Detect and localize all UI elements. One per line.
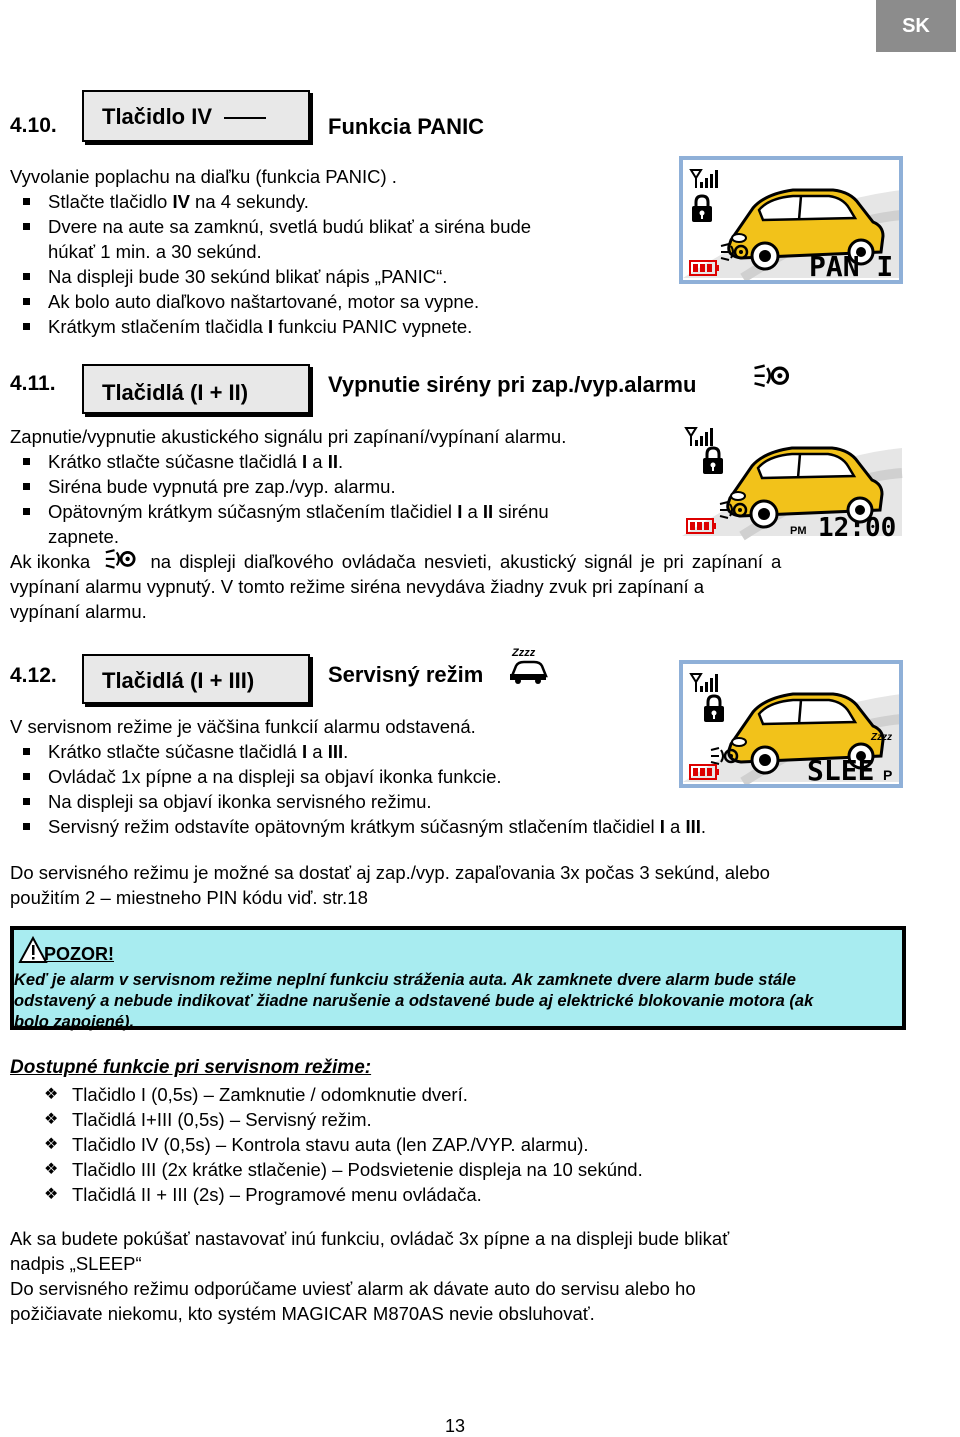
siren-icon [752, 362, 790, 392]
paragraph-line: Ak ikonka na displeji diaľkového ovládača nesvieti, akustický signál je pri zapínaní a [10, 548, 900, 574]
diamond-bullet-icon: ❖ [44, 1186, 59, 1203]
svg-text:P: P [883, 767, 893, 783]
sleep-car-icon [508, 644, 548, 686]
intro-text: Vyvolanie poplachu na diaľku (funkcia PANIC) . [10, 166, 397, 187]
button-label-box [82, 364, 310, 414]
page-number: 13 [444, 1416, 466, 1436]
section-title: Servisný režim [328, 662, 484, 687]
intro-text: Zapnutie/vypnutie akustického signálu pri zapínaní/vypínaní alarmu. [10, 426, 567, 447]
list-item: ❖ Tlačidlo IV (0,5s) – Kontrola stavu auta (len ZAP./VYP. alarmu). [44, 1134, 589, 1155]
list-item: ❖ Tlačidlo III (2x krátke stlačenie) – Podsvietenie displeja na 10 sekúnd. [44, 1159, 643, 1180]
paragraph-line: Do servisného režimu odporúčame uviesť alarm ak dávate auto do servisu alebo ho [10, 1278, 696, 1299]
list-item: Siréna bude vypnutá pre zap./vyp. alarmu. [10, 474, 670, 499]
list-item: Ovládač 1x pípne a na displeji sa objaví ikonka funkcie. [10, 764, 910, 789]
paragraph-line: vypínaní alarmu. [10, 601, 147, 622]
button-label-box [82, 654, 310, 704]
svg-text:12:00: 12:00 [818, 513, 897, 543]
paragraph-line: použitím 2 – miestneho PIN kódu viď. str.18 [10, 887, 368, 908]
functions-section [10, 1054, 910, 1207]
button-label: Tlačidlo IV [102, 104, 213, 129]
list-item: Dvere na aute sa zamknú, svetlá budú blikať a siréna bude [10, 214, 670, 239]
language-badge: SK [876, 0, 956, 52]
lcd-display-sleep [679, 660, 903, 788]
section-body [10, 164, 670, 339]
svg-text:Zzzz: Zzzz [871, 732, 893, 743]
section-title: Vypnutie sirény pri zap./vyp.alarmu [328, 372, 697, 397]
list-item: ❖ Tlačidlo I (0,5s) – Zamknutie / odomknutie dverí. [44, 1084, 468, 1105]
paragraph-line: Do servisného režimu je možné sa dostať aj zap./vyp. zapaľovania 3x počas 3 sekúnd, alebo [10, 862, 770, 883]
siren-icon [103, 548, 137, 572]
car-illustration [683, 664, 899, 784]
list-item-continuation: zapnete. [48, 526, 119, 547]
car-illustration [672, 418, 904, 546]
button-label: Tlačidlá (I + III) [102, 668, 255, 693]
list-item: Na displeji bude 30 sekúnd blikať nápis „PANIC“. [10, 264, 670, 289]
section-body [10, 424, 670, 549]
list-item: ❖ Tlačidlá II + III (2s) – Programové menu ovládača. [44, 1184, 482, 1205]
functions-heading: Dostupné funkcie pri servisnom režime: [10, 1057, 372, 1078]
list-item: Krátko stlačte súčasne tlačidlá I a III. [10, 739, 910, 764]
list-item: Krátkym stlačením tlačidla I funkciu PANIC vypnete. [10, 314, 670, 339]
diamond-bullet-icon: ❖ [44, 1161, 59, 1178]
warning-box [10, 926, 906, 1030]
button-label-box [82, 90, 310, 142]
list-item: Servisný režim odstavíte opätovným krátkym súčasným stlačením tlačidiel I a III. [10, 814, 910, 839]
lcd-text: PAN I [809, 250, 894, 280]
svg-text:PM: PM [790, 525, 807, 537]
list-item: Stlačte tlačidlo IV na 4 sekundy. [10, 189, 670, 214]
section-number: 4.11. [10, 372, 56, 395]
list-item: Opätovným krátkym súčasným stlačením tlačidiel I a II sirénu [10, 499, 670, 524]
list-item-continuation: húkať 1 min. a 30 sekúnd. [48, 241, 262, 262]
svg-text:Zzzz: Zzzz [512, 647, 536, 659]
list-item: Na displeji sa objaví ikonka servisného režimu. [10, 789, 910, 814]
diamond-bullet-icon: ❖ [44, 1111, 59, 1128]
paragraph-line: nadpis „SLEEP“ [10, 1253, 142, 1274]
closing-paragraph [10, 1226, 910, 1326]
warning-title: POZOR! [44, 944, 114, 964]
section-number: 4.12. [10, 664, 57, 687]
svg-text:SLEE: SLEE [807, 754, 875, 784]
lcd-display-panic [679, 156, 903, 284]
diamond-bullet-icon: ❖ [44, 1136, 59, 1153]
diamond-bullet-icon: ❖ [44, 1086, 59, 1103]
section-number: 4.10. [10, 114, 57, 137]
paragraph-line: vypínaní alarmu vypnutý. V tomto režime siréna nevydáva žiadny zvuk pri zapínaní a [10, 576, 705, 597]
paragraph-line: Ak sa budete pokúšať nastavovať inú funkciu, ovládač 3x pípne a na displeji bude blikať [10, 1228, 730, 1249]
intro-text: V servisnom režime je väčšina funkcií alarmu odstavená. [10, 716, 476, 737]
list-item: Ak bolo auto diaľkovo naštartované, motor sa vypne. [10, 289, 670, 314]
warning-text: Keď je alarm v servisnom režime neplní funkciu stráženia auta. Ak zamknete dvere alarm bude stále odstavený a nebude indikovať žiadne narušenie a odstavené bude aj elektrické blokovanie motora (ak bolo zapojené). [14, 971, 814, 1031]
button-label: Tlačidlá (I + II) [102, 380, 249, 405]
lcd-display-time [672, 418, 904, 546]
paragraph-line: požičiavate niekomu, kto systém MAGICAR M870AS nevie obsluhovať. [10, 1303, 595, 1324]
list-item: Krátko stlačte súčasne tlačidlá I a II. [10, 449, 670, 474]
section-paragraph [10, 860, 910, 910]
list-item: ❖ Tlačidlá I+III (0,5s) – Servisný režim. [44, 1109, 372, 1130]
dash-line [224, 117, 266, 119]
car-illustration [683, 160, 899, 280]
section-title: Funkcia PANIC [328, 114, 485, 139]
section-paragraph [10, 548, 900, 624]
